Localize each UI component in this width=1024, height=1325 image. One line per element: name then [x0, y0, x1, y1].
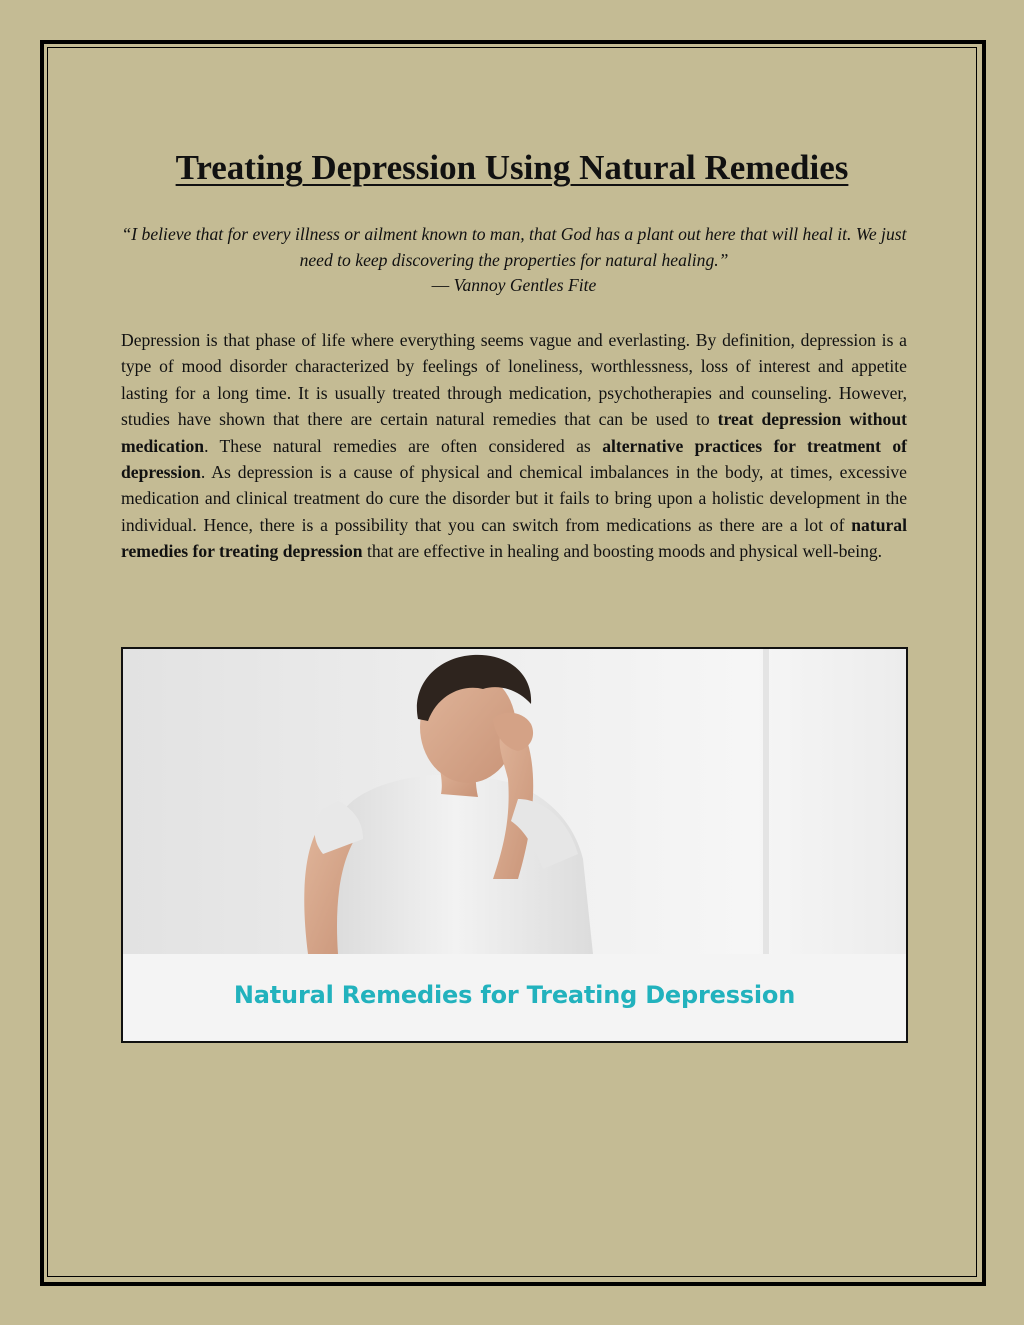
quote-author: ― Vannoy Gentles Fite [431, 275, 597, 295]
paragraph-text: Depression is that phase of life where everything seems vague and everlasting. By definition, depression is a type of mood disorder characterized by feelings of loneliness, worthlessness, loss of interest and appetite lasting for a long time. It is usually treated through medication, psychotherapies and counseling. However, studies have shown that there are certain natural remedies that can be used to [121, 330, 907, 430]
paragraph-text: that are effective in healing and boosting moods and physical well-being. [362, 541, 883, 562]
paragraph-text: . As depression is a cause of physical and chemical imbalances in the body, at times, excessive medication and clinical treatment do cure the disorder but it fails to bring upon a holistic development in the individual. Hence, there is a possibility that you can switch from medications as there are a lot of [121, 462, 907, 535]
bold-phrase: natural remedies for treating depression [121, 514, 907, 562]
image-banner-text: Natural Remedies for Treating Depression [233, 981, 796, 1009]
quote-text: “I believe that for every illness or ailment known to man, that God has a plant out here that will heal it. We just need to keep discovering the properties for natural healing.” [121, 224, 907, 270]
body-paragraph [121, 327, 907, 565]
bold-phrase: treat depression without medication [121, 409, 907, 456]
paragraph-text: . These natural remedies are often considered as [204, 435, 603, 456]
document-title: Treating Depression Using Natural Remedies [175, 148, 849, 187]
bold-phrase: alternative practices for treatment of depression [121, 435, 908, 483]
epigraph-quote [121, 222, 907, 299]
article-image [121, 647, 908, 1043]
